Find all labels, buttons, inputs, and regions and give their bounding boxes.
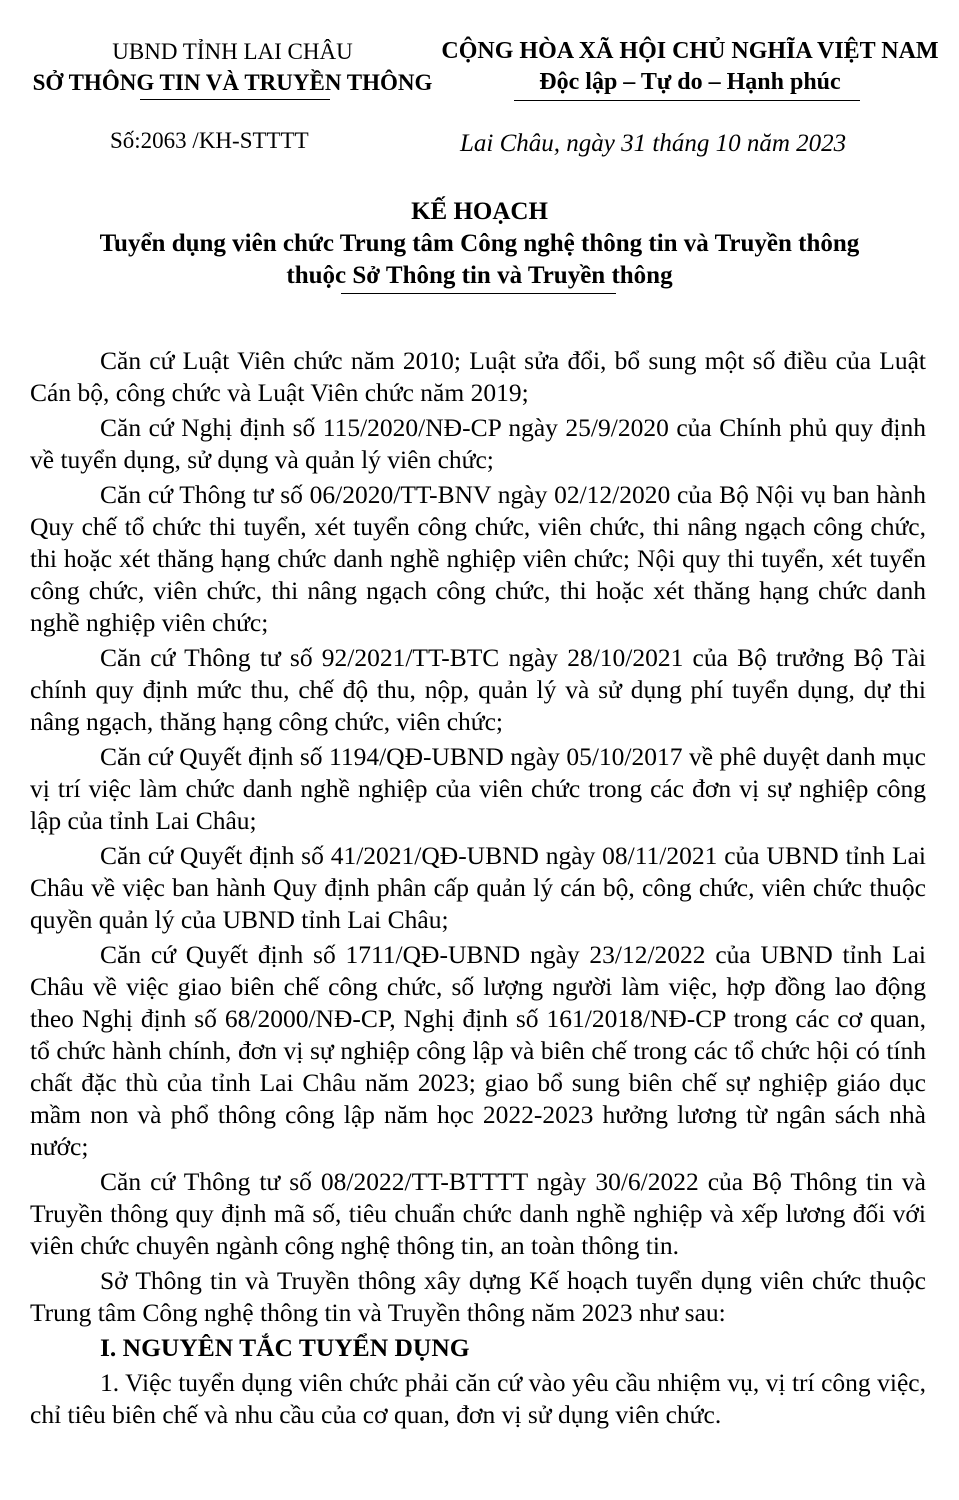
document-subject-line1: Tuyển dụng viên chức Trung tâm Công nghệ thông tin và Truyền thông [99,230,860,257]
paragraph: Căn cứ Luật Viên chức năm 2010; Luật sửa đổi, bổ sung một số điều của Luật Cán bộ, công chức và Luật Viên chức năm 2019; [30,346,926,407]
section-heading: I. NGUYÊN TẮC TUYỂN DỤNG [100,1333,470,1362]
national-motto [440,36,940,98]
document-type: KẾ HOẠCH [411,198,548,225]
document-body [30,345,926,1434]
document-number: Số:2063 /KH-STTTT [110,128,309,153]
paragraph: Căn cứ Thông tư số 06/2020/TT-BNV ngày 02/12/2020 của Bộ Nội vụ ban hành Quy chế tổ chức thi tuyển, xét tuyển công chức, viên chức, thi nâng ngạch công chức, thi hoặc xét thăng hạng chức danh nghề nghiệp viên chức; Nội quy thi tuyển, xét tuyển công chức, viên chức, thi nâng ngạch công chức, thi hoặc xét thăng hạng chức danh nghề nghiệp viên chức; [30,480,926,637]
authority-underline [140,99,330,100]
authority-parent: UBND TỈNH LAI CHÂU [112,39,353,64]
paragraph: Căn cứ Thông tư số 92/2021/TT-BTC ngày 28/10/2021 của Bộ trưởng Bộ Tài chính quy định mức thu, chế độ thu, nộp, quản lý và sử dụng phí tuyển dụng, dự thi nâng ngạch, thăng hạng công chức, viên chức; [30,643,926,736]
paragraph: Căn cứ Quyết định số 1711/QĐ-UBND ngày 23/12/2022 của UBND tỉnh Lai Châu về việc giao biên chế công chức, số lượng người làm việc, hợp đồng lao động theo Nghị định số 68/2000/NĐ-CP, Nghị định số 161/2018/NĐ-CP trong các cơ quan, tổ chức hành chính, đơn vị sự nghiệp công lập và biên chế trong các tổ chức hội có tính chất đặc thù của tỉnh Lai Châu năm 2023; giao bổ sung biên chế sự nghiệp giáo dục mầm non và phổ thông công lập năm học 2022-2023 hưởng lương từ ngân sách nhà nước; [30,940,926,1161]
document-date: Lai Châu, ngày 31 tháng 10 năm 2023 [460,130,847,157]
issuing-authority [20,36,445,98]
document-subject-line2: thuộc Sở Thông tin và Truyền thông [286,262,673,289]
country-name: CỘNG HÒA XÃ HỘI CHỦ NGHĨA VIỆT NAM [441,38,939,64]
authority-name: SỞ THÔNG TIN VÀ TRUYỀN THÔNG [32,70,433,95]
paragraph: Căn cứ Nghị định số 115/2020/NĐ-CP ngày 25/9/2020 của Chính phủ quy định về tuyển dụng, sử dụng và quản lý viên chức; [30,413,926,474]
section-paragraph: 1. Việc tuyển dụng viên chức phải căn cứ vào yêu cầu nhiệm vụ, vị trí công việc, chỉ tiêu biên chế và nhu cầu của cơ quan, đơn vị sử dụng viên chức. [30,1368,926,1429]
paragraph: Căn cứ Thông tư số 08/2022/TT-BTTTT ngày 30/6/2022 của Bộ Thông tin và Truyền thông quy định mã số, tiêu chuẩn chức danh nghề nghiệp và xếp lương đối với viên chức chuyên ngành công nghệ thông tin, an toàn thông tin. [30,1167,926,1260]
title-underline [341,293,616,294]
motto: Độc lập – Tự do – Hạnh phúc [539,69,841,95]
motto-underline [514,100,860,101]
paragraph: Căn cứ Quyết định số 1194/QĐ-UBND ngày 05/10/2017 về phê duyệt danh mục vị trí việc làm chức danh nghề nghiệp của viên chức trong các đơn vị sự nghiệp công lập của tỉnh Lai Châu; [30,742,926,835]
paragraph: Sở Thông tin và Truyền thông xây dựng Kế hoạch tuyển dụng viên chức thuộc Trung tâm Công nghệ thông tin và Truyền thông năm 2023 như sau: [30,1266,926,1327]
paragraph: Căn cứ Quyết định số 41/2021/QĐ-UBND ngày 08/11/2021 của UBND tỉnh Lai Châu về việc ban hành Quy định phân cấp quản lý cán bộ, công chức, viên chức thuộc quyền quản lý của UBND tỉnh Lai Châu; [30,841,926,934]
